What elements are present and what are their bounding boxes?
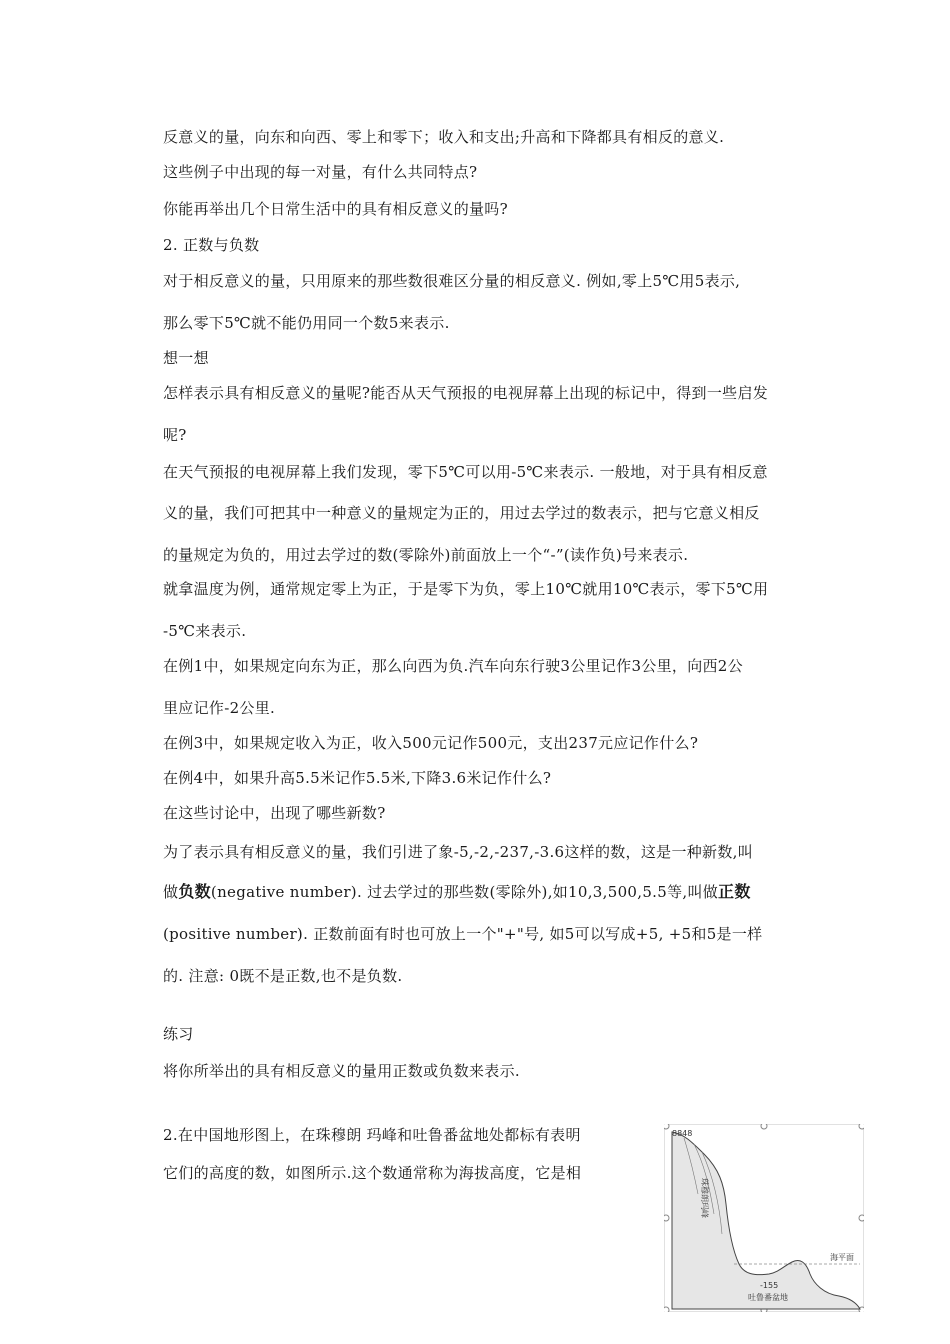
text-line: 怎样表示具有相反意义的量呢?能否从天气预报的电视屏幕上出现的标记中，得到一些启发	[163, 384, 769, 402]
resize-handle[interactable]	[761, 1124, 767, 1129]
resize-handle[interactable]	[859, 1124, 864, 1129]
text-line: (positive number). 正数前面有时也可放上一个"+"号, 如5可以写成+5, +5和5是一样	[163, 925, 763, 943]
elevation-diagram	[664, 1124, 864, 1312]
section-heading: 2. 正数与负数	[163, 236, 260, 254]
text-line: 就拿温度为例，通常规定零上为正，于是零下为负，零上10℃就用10℃表示，零下5℃用	[163, 580, 769, 598]
text-line	[163, 882, 751, 902]
elevation-figure[interactable]	[664, 1124, 864, 1312]
text-line: 里应记作-2公里.	[163, 699, 276, 717]
text-run: 做	[163, 883, 179, 901]
text-line: 在例1中，如果规定向东为正，那么向西为负.汽车向东行驶3公里记作3公里，向西2公	[163, 657, 743, 675]
text-line: 为了表示具有相反意义的量，我们引进了象-5,-2,-237,-3.6这样的数，这是一种新数,叫	[163, 843, 754, 861]
text-line: 它们的高度的数，如图所示.这个数通常称为海拔高度，它是相	[163, 1164, 582, 1182]
text-run: (negative number). 过去学过的那些数(零除外),如10,3,500,5.5等,叫做	[210, 883, 719, 901]
text-line: 你能再举出几个日常生活中的具有相反意义的量吗?	[163, 200, 508, 218]
text-line: 将你所举出的具有相反意义的量用正数或负数来表示.	[163, 1062, 520, 1080]
resize-handle[interactable]	[664, 1124, 669, 1129]
text-line: 的量规定为负的，用过去学过的数(零除外)前面放上一个“-”(读作负)号来表示.	[163, 546, 689, 564]
sea-level-label: 海平面	[830, 1253, 854, 1262]
text-line: 这些例子中出现的每一对量，有什么共同特点?	[163, 163, 478, 181]
term-positive-number: 正数	[718, 882, 751, 901]
text-line: 那么零下5℃就不能仍用同一个数5来表示.	[163, 314, 450, 332]
section-heading: 练习	[163, 1025, 194, 1043]
section-heading: 想一想	[163, 349, 209, 367]
text-line: 的. 注意: 0既不是正数,也不是负数.	[163, 967, 403, 985]
peak-value: 8848	[672, 1129, 693, 1138]
text-line: -5℃来表示.	[163, 622, 247, 640]
resize-handle[interactable]	[859, 1215, 864, 1221]
peak-name: 珠穆朗玛峰	[700, 1178, 709, 1218]
text-line: 义的量，我们可把其中一种意义的量规定为正的，用过去学过的数表示，把与它意义相反	[163, 504, 760, 522]
text-line: 在例3中，如果规定收入为正，收入500元记作500元，支出237元应记作什么?	[163, 734, 699, 752]
resize-handle[interactable]	[664, 1215, 669, 1221]
basin-name: 吐鲁番盆地	[748, 1293, 788, 1302]
text-line: 在这些讨论中，出现了哪些新数?	[163, 804, 386, 822]
text-line: 在天气预报的电视屏幕上我们发现，零下5℃可以用-5℃来表示. 一般地，对于具有相反意	[163, 463, 768, 481]
text-line: 对于相反意义的量，只用原来的那些数很难区分量的相反意义. 例如,零上5℃用5表示,	[163, 272, 741, 290]
text-line: 2.在中国地形图上，在珠穆朗 玛峰和吐鲁番盆地处都标有表明	[163, 1126, 581, 1144]
basin-value: -155	[760, 1281, 779, 1290]
term-negative-number: 负数	[178, 882, 211, 901]
text-line: 呢?	[163, 426, 187, 444]
text-line: 反意义的量，向东和向西、零上和零下；收入和支出;升高和下降都具有相反的意义.	[163, 128, 725, 146]
text-line: 在例4中，如果升高5.5米记作5.5米,下降3.6米记作什么?	[163, 769, 552, 787]
resize-handle[interactable]	[664, 1307, 669, 1312]
